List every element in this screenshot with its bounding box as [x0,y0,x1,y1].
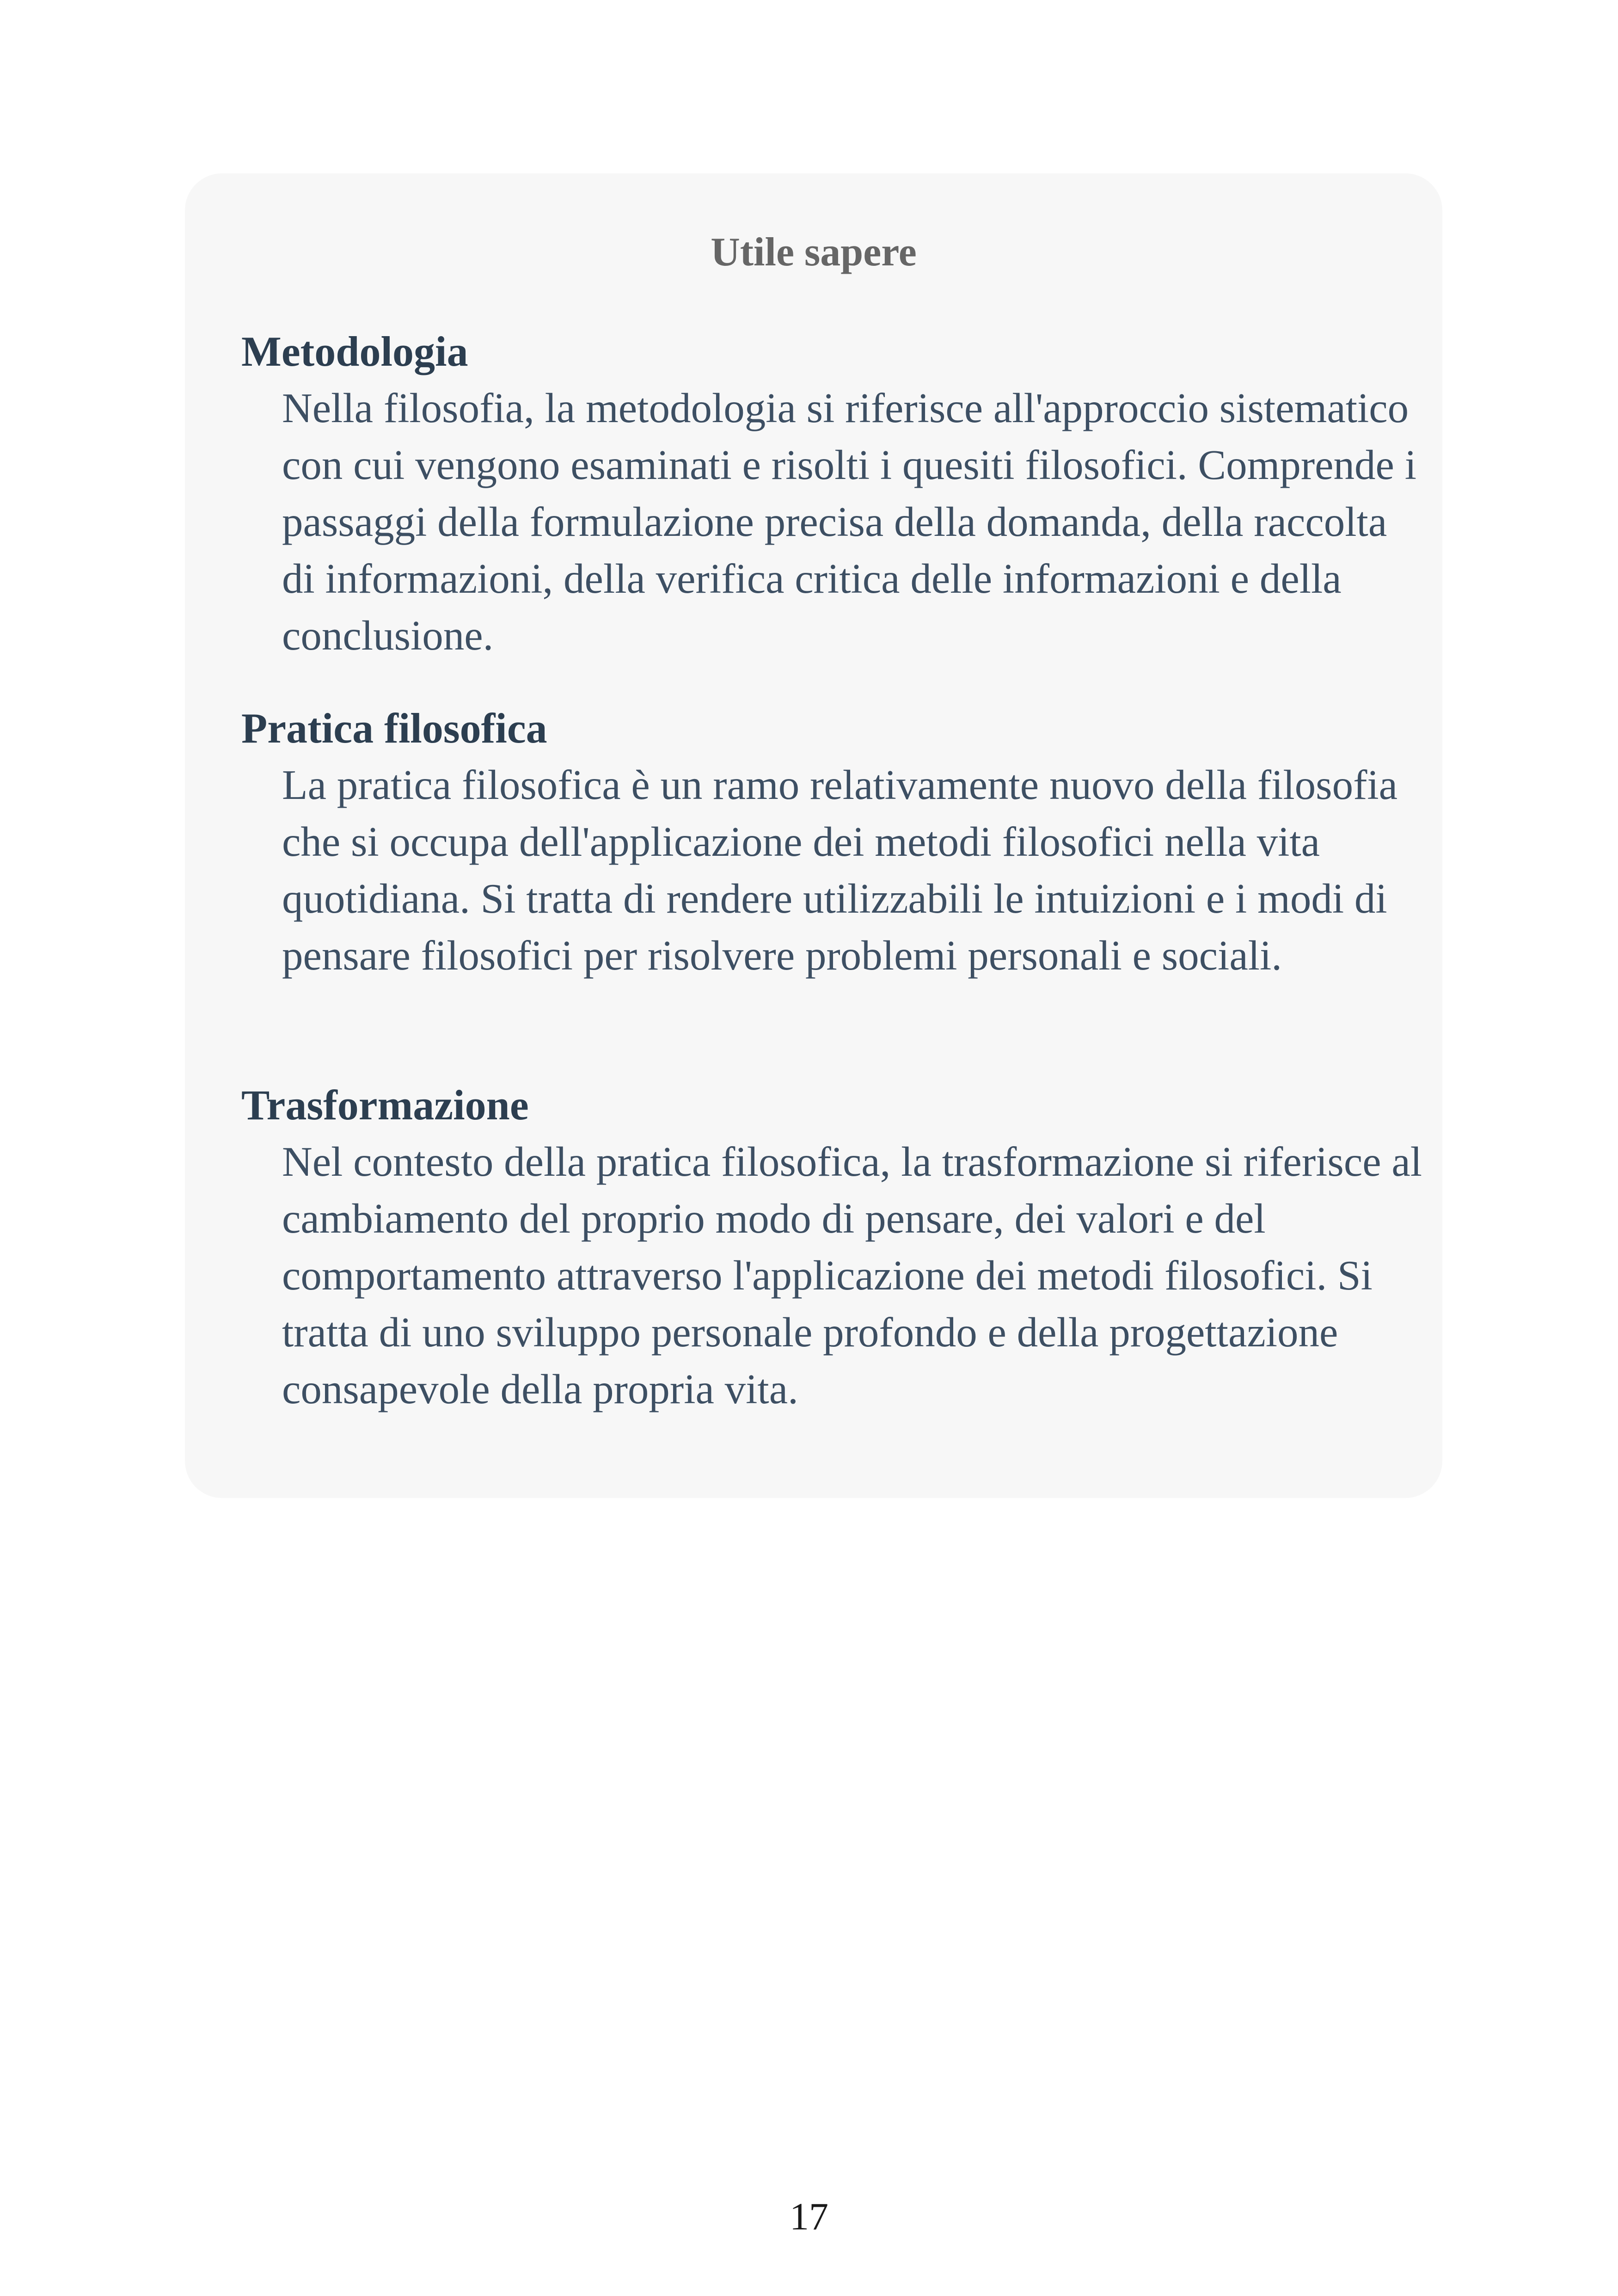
glossary-entry-trasformazione [241,1080,1425,1418]
glossary-term: Metodologia [241,328,468,375]
glossary-entry-metodologia [241,326,1425,664]
info-box-title: Utile sapere [711,230,917,275]
glossary-definition: La pratica filosofica è un ramo relativamente nuovo della filosofia che si occupa dell'applicazione dei metodi filosofici nella vita quotidiana. Si tratta di rendere utilizzabili le intuizioni e i modi di pensare filosofici per risolvere problemi personali e sociali. [282,761,1398,979]
info-box [185,173,1442,1498]
glossary-term: Trasformazione [241,1081,529,1129]
glossary-definition: Nella filosofia, la metodologia si riferisce all'approccio sistematico con cui vengono esaminati e risolti i quesiti filosofici. Comprende i passaggi della formulazione precisa della domanda, della raccolta di informazioni, della verifica critica delle informazioni e della conclusione. [282,385,1416,659]
glossary-entry-pratica-filosofica [241,703,1425,984]
glossary-definition: Nel contesto della pratica filosofica, la trasformazione si riferisce al cambiamento del proprio modo di pensare, dei valori e del comportamento attraverso l'applicazione dei metodi filosofici. Si tratta di uno sviluppo personale profondo e della progettazione consapevole della propria vita. [282,1138,1422,1413]
glossary-term: Pratica filosofica [241,705,547,752]
page-number: 17 [790,2195,828,2238]
